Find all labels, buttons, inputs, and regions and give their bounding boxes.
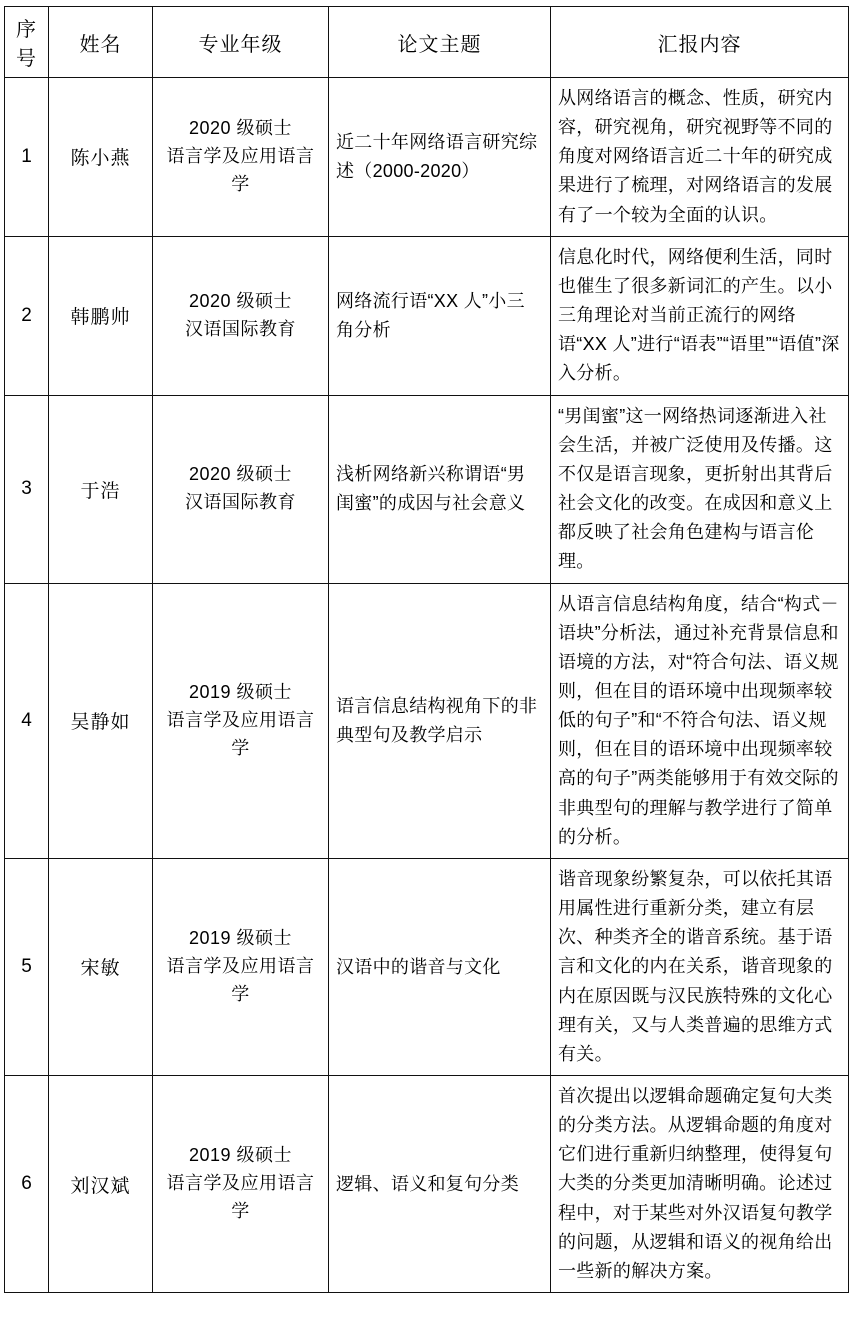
cell-content: 信息化时代，网络便利生活，同时也催生了很多新词汇的产生。以小三角理论对当前正流行的网络语“XX 人”进行“语表”“语里”“语值”深入分析。: [551, 236, 849, 395]
cell-content: 从网络语言的概念、性质，研究内容，研究视角，研究视野等不同的角度对网络语言近二十年的研究成果进行了梳理，对网络语言的发展有了一个较为全面的认识。: [551, 78, 849, 237]
major-line: 学: [231, 983, 250, 1004]
column-header-name: 姓名: [49, 7, 153, 78]
major-line: 学: [231, 1200, 250, 1221]
table-row: [5, 395, 849, 583]
column-header-content: 汇报内容: [551, 7, 849, 78]
column-header-topic: 论文主题: [329, 7, 551, 78]
cell-topic: 逻辑、语义和复句分类: [329, 1076, 551, 1293]
major-line: 学: [231, 737, 250, 758]
major-line: 学: [231, 173, 250, 194]
cell-major: [153, 236, 329, 395]
major-line: 语言学及应用语言: [166, 709, 315, 730]
table-row: [5, 583, 849, 858]
table-header: [5, 7, 849, 78]
table-body: [5, 78, 849, 1293]
cell-index: 1: [5, 78, 49, 237]
major-line: 语言学及应用语言: [166, 145, 315, 166]
cell-topic: 汉语中的谐音与文化: [329, 858, 551, 1075]
cell-index: 2: [5, 236, 49, 395]
cell-topic: 语言信息结构视角下的非典型句及教学启示: [329, 583, 551, 858]
cell-topic: 网络流行语“XX 人”小三角分析: [329, 236, 551, 395]
major-line: 汉语国际教育: [185, 492, 296, 513]
cell-major: [153, 858, 329, 1075]
cell-index: 6: [5, 1076, 49, 1293]
major-line: 2020 级硕士: [188, 464, 293, 485]
cell-name: 韩鹏帅: [49, 236, 153, 395]
table-row: [5, 236, 849, 395]
cell-topic: 浅析网络新兴称谓语“男闺蜜”的成因与社会意义: [329, 395, 551, 583]
major-line: 2020 级硕士: [188, 290, 293, 311]
cell-topic: 近二十年网络语言研究综述（2000-2020）: [329, 78, 551, 237]
cell-content: 首次提出以逻辑命题确定复句大类的分类方法。从逻辑命题的角度对它们进行重新归纳整理，使得复句大类的分类更加清晰明确。论述过程中，对于某些对外汉语复句教学的问题，从逻辑和语义的视角给出一些新的解决方案。: [551, 1076, 849, 1293]
column-header-major: 专业年级: [153, 7, 329, 78]
cell-major: [153, 78, 329, 237]
major-line: 语言学及应用语言: [166, 956, 315, 976]
major-line: 2019 级硕士: [188, 1145, 293, 1166]
major-line: 2020 级硕士: [188, 118, 293, 139]
cell-content: 谐音现象纷繁复杂，可以依托其语用属性进行重新分类，建立有层次、种类齐全的谐音系统。基于语言和文化的内在关系，谐音现象的内在原因既与汉民族特殊的文化心理有关，又与人类普遍的思维方式有关。: [551, 858, 849, 1075]
cell-content: 从语言信息结构角度，结合“构式－语块”分析法，通过补充背景信息和语境的方法，对“符合句法、语义规则，但在目的语环境中出现频率较低的句子”和“不符合句法、语义规则，但在目的语环境中出现频率较高的句子”两类能够用于有效交际的非典型句的理解与教学进行了简单的分析。: [551, 583, 849, 858]
cell-content: “男闺蜜”这一网络热词逐渐进入社会生活，并被广泛使用及传播。这不仅是语言现象，更折射出其背后社会文化的改变。在成因和意义上都反映了社会角色建构与语言伦理。: [551, 395, 849, 583]
cell-major: [153, 583, 329, 858]
cell-major: [153, 395, 329, 583]
major-line: 汉语国际教育: [185, 318, 296, 339]
cell-name: 吴静如: [49, 583, 153, 858]
table-row: [5, 78, 849, 237]
table-row: [5, 1076, 849, 1293]
table-row: [5, 858, 849, 1075]
cell-index: 4: [5, 583, 49, 858]
header-row: [5, 7, 849, 78]
cell-major: [153, 1076, 329, 1293]
major-line: 语言学及应用语言: [166, 1173, 315, 1194]
cell-name: 陈小燕: [49, 78, 153, 237]
major-line: 2019 级硕士: [188, 681, 293, 702]
major-line: 2019 级硕士: [188, 928, 293, 949]
cell-name: 宋敏: [49, 858, 153, 1075]
cell-name: 刘汉斌: [49, 1076, 153, 1293]
report-table: [4, 6, 849, 1293]
column-header-index: 序号: [5, 7, 49, 78]
cell-name: 于浩: [49, 395, 153, 583]
cell-index: 5: [5, 858, 49, 1075]
cell-index: 3: [5, 395, 49, 583]
